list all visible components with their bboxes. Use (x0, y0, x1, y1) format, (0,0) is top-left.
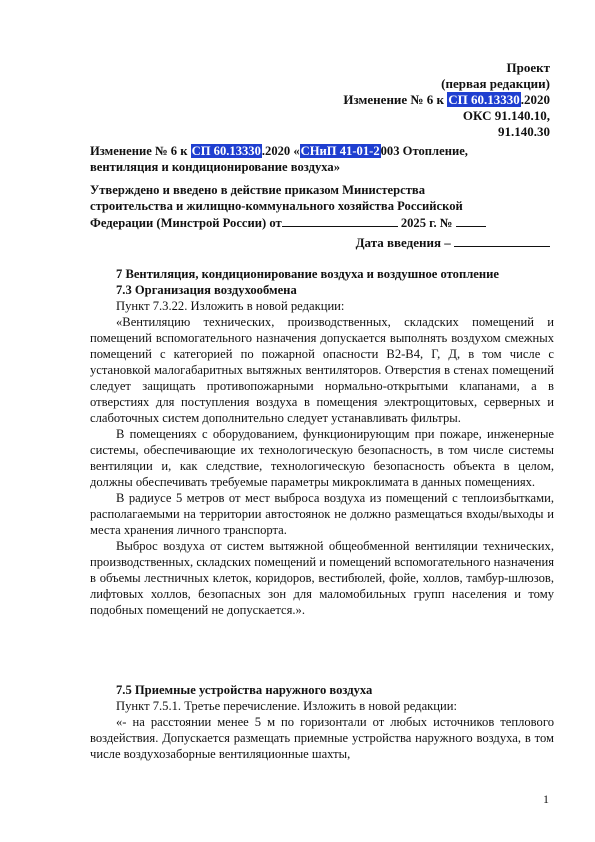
project-label: Проект (506, 60, 550, 75)
intro-date-blank (454, 234, 550, 247)
subsection-heading: 7.3 Организация воздухообмена (116, 283, 297, 297)
section-7-5-heading: 7.5 Приемные устройства наружного воздуха (116, 683, 373, 697)
paragraph-2: В помещениях с оборудованием, функционирующим при пожаре, инженерные системы, обеспечивающие их технологическую безопасность, в том числе системы вентиляции и, как следствие, технологическую безопасность объекта в целом, должны обеспечивать требуемые параметры микроклимата в данных помещениях. (90, 427, 554, 489)
paragraph-4: Выброс воздуха от систем вытяжной общеобменной вентиляции технических, производственных, складских помещений и помещений вспомогательного назначения в объемы лестничных клеток, коридоров, вестибюлей, фойе, холлов, тамбур-шлюзов, лифтовых холлов, безопасных зон для маломобильных групп населения и тому подобных помещений не допускается.». (90, 539, 554, 617)
title-line1: Изменение № 6 к СП 60.13330.2020 «СНиП 41-01-2003 Отопление, (90, 144, 468, 158)
approval-block (90, 182, 554, 231)
change-header (343, 92, 550, 108)
title-line2: вентиляция и кондиционирование воздуха» (90, 160, 341, 174)
number-blank (456, 214, 486, 227)
paragraph-3: В радиусе 5 метров от мест выброса воздуха из помещений с теплоизбытками, располагаемыми на территории автостоянок не должно размещаться входы/выходы и места хранения личного транспорта. (90, 491, 554, 537)
approval-line3: Федерации (Минстрой России) от 2025 г. № (90, 214, 554, 231)
change-suffix: .2020 (520, 92, 550, 107)
approval-line2: строительства и жилищно-коммунального хозяйства Российской (90, 199, 463, 213)
paragraph-1: «Вентиляцию технических, производственных, складских помещений и помещений вспомогательного назначения допускается выполнять воздухом смежных помещений с категорией по пожарной опасности В2-В4, Г, Д, в том числе с установкой малогабаритных вытяжных вентиляторов. Отверстия в стенах помещений следует защищать противопожарными нормально-открытыми клапанами, а в отверстиях для поступления воздуха в помещения электрощитовых, серверных и слаботочных систем дополнительно следует устанавливать фильтры. (90, 315, 554, 425)
edition-label: (первая редакции) (441, 76, 550, 91)
item-instruction: Пункт 7.3.22. Изложить в новой редакции: (116, 299, 345, 313)
section-heading: 7 Вентиляция, кондиционирование воздуха и воздушное отопление (116, 267, 499, 281)
title-snip-link[interactable]: СНиП 41-01-2 (300, 144, 380, 158)
section-7 (90, 266, 554, 618)
date-blank (282, 214, 398, 227)
oks-code-line1: ОКС 91.140.10, (462, 108, 550, 123)
change-prefix: Изменение № 6 к (343, 92, 448, 107)
page-number: 1 (543, 792, 549, 806)
intro-date: Дата введения – (356, 234, 550, 251)
approval-line1: Утверждено и введено в действие приказом Министерства (90, 183, 425, 197)
section-7-5 (90, 682, 554, 762)
paragraph-7-5: «- на расстоянии менее 5 м по горизонтали от любых источников теплового воздействия. Допускается размещать приемные устройства наружного воздуха, в том числе воздухозаборные вентиляционные шахты, (90, 715, 554, 761)
title-sp-link[interactable]: СП 60.13330 (191, 144, 261, 158)
item-7-5-instruction: Пункт 7.5.1. Третье перечисление. Изложить в новой редакции: (116, 699, 458, 713)
oks-code-line2: 91.140.30 (498, 124, 550, 139)
document-title (90, 143, 554, 175)
sp-link[interactable]: СП 60.13330 (448, 92, 520, 107)
